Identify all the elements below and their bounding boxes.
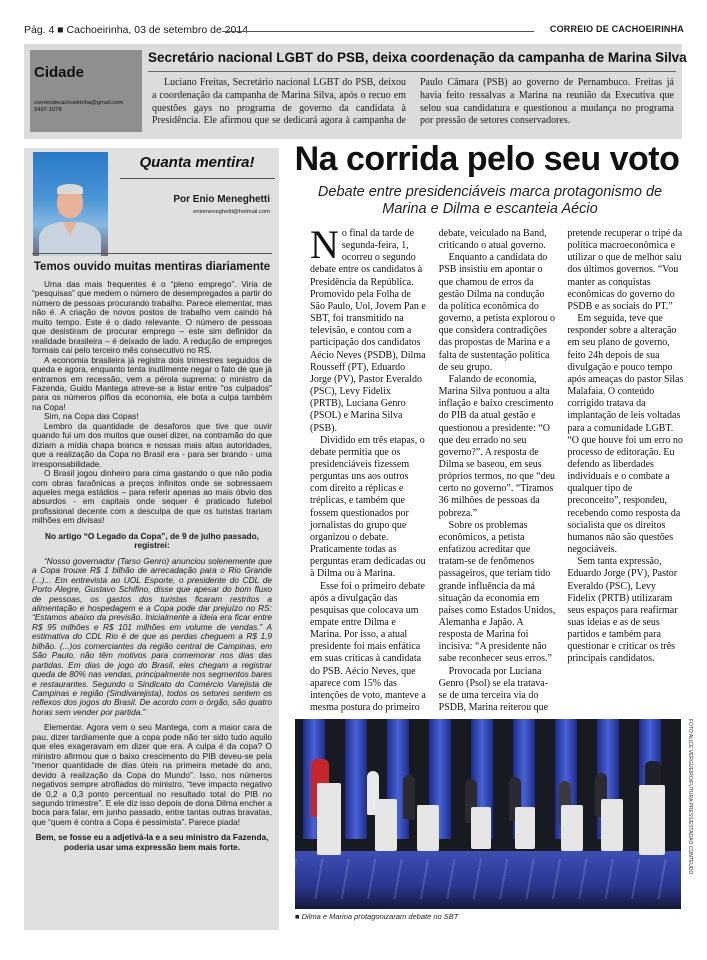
opinion-column <box>24 148 279 930</box>
column-paragraph: Elementar. Agora vem o seu Mantega, com a maior cara de pau, dizer tardiamente que a copa pode não ter sido tudo aquilo que eles exageravam em dizer que era. A culpa é da copa? O ministro afirmou que o baixo crescimento do PIB deveu-se pela “menor quantidade de dias úteis na primeira metade do ano, devido à realização da Copa do Mundo”. Isso, nos números negativos sempre atrofiados do ministro, “teve impacto negativo de 0,2 a 0,3 ponto percentual no resultado total do PIB no segundo trimestre”. E ele diz isso depois de dona Dilma encher a boca para falar, em junho passado, entre tantas outras bravatas, que “quem é contra a Copa é pessimista”. Parece piada! <box>32 722 272 827</box>
article-paragraph: Enquanto a candidata do PSB insistiu em apontar o que chamou de erros da gestão Dilma na condução da política econômica do governo, a petista explorou o que considera contradições das propostas de Marina e a falta de sustentação política de seu grupo. <box>438 252 556 373</box>
column-article-intro: No artigo “O Legado da Copa”, de 9 de julho passado, registrei: <box>45 530 259 551</box>
column-divider <box>32 253 272 254</box>
header-rule <box>222 31 534 32</box>
newspaper-name: CORREIO DE CACHOEIRINHA <box>549 24 684 34</box>
brief-headline: Secretário nacional LGBT do PSB, deixa coordenação da campanha de Marina Silva <box>148 50 687 65</box>
debate-photo <box>295 719 681 909</box>
main-headline: Na corrida pelo seu voto <box>294 140 680 178</box>
article-paragraph: Sobre os problemas econômicos, a petista enfatizou acreditar que tratam-se de fenômenos passageiros, que teriam tido grande influência da má situação da economia em países como Estados Unidos, Alemanha e Japão. A resposta de Marina foi incisiva: “A presidente não sabe reconhecer seus erros.” <box>438 519 556 665</box>
column-closing: Bem, se fosse eu a adjetivá-la e a seu ministro da Fazenda, poderia usar uma expressão bem mais forte. <box>35 832 269 852</box>
column-paragraph: O Brasil jogou dinheiro para cima gastando o que não podia com obras faraônicas a preços infinitos onde se sobressaem aqueles mega estádios – para referir apenas ao mais óbvio dos absurdos - em capitais onde sequer é praticado futebol profissional decente com a desculpa de que os turistas trariam milhões em divisas! <box>32 468 272 526</box>
section-phone: 3497-1078 <box>34 107 62 113</box>
column-title: Quanta mentira! <box>139 154 255 171</box>
article-paragraph: Provocada por Luciana Genro (Psol) se ela tratava-se de uma terceira via do PSDB, Marina reiterou que pretende recuperar o tripé da política macroeconômica e utilizar o que de melhor saiu dos últimos governos. “Vou manter as conquistas econômicas do governo do PSDB e as sociais do PT.” <box>438 228 683 714</box>
photo-caption: ■ Dilma e Marina protagonizaram debate no SBT <box>295 912 459 921</box>
article-paragraph: Em seguida, teve que responder sobre a alteração em seu plano de governo, feito 24h depois de sua divulgação e pouco tempo após ameaças do pastor Silas Malafaia. O conteúdo corrigido tratava da implantação de leis voltadas para a comunidade LGBT. “O que houve foi um erro no processo de editoração. Eu defendo as liberdades individuais e o combate a qualquer tipo de preconceito”, respondeu, recebendo como resposta da socialista que os direitos humanos não são questões negociáveis. <box>567 313 684 556</box>
section-email: correiodecachoeirinha@gmail.com <box>34 100 124 106</box>
brief-rule <box>148 71 676 72</box>
column-author-email: eniomeneghetti@hotmail.com <box>193 209 270 215</box>
page-info: Pág. 4 ■ Cachoeirinha, 03 de setembro de 2014 <box>24 24 249 36</box>
column-body <box>32 280 272 930</box>
section-label-box <box>30 50 142 132</box>
column-quote: “Nosso governador (Tarso Genro) anunciou solenemente que a Copa trouxe R$ 1 bilhão de arrecadação para o Rio Grande (...)... Em entrevista ao UOL Esporte, o presidente do CDL de Porto Alegre, Gustavo Schifino, disse que apesar do bom fluxo de pessoas, os gastos dos turistas ficaram restritos a alimentação e hospedagem e a Copa pode dar prejuízo no RS: “Estamos abaixo da previsão. Inicialmente a ideia era ficar entre R$ 95 milhões e R$ 101 milhões em volume de vendas.” A estimativa do CDL Rio é de que as perdas cheguem a R$ 1,9 bilhão. (...)os comerciantes da região central de Campinas, em São Paulo, não têm motivos para comemorar nos dias das partidas. Em dias de jogo do Brasil, eles chegam a registrar queda de 80% nas vendas, principalmente nos segmentos bares e restaurantes. Segundo o Sindicato do Comércio Varejista de Campinas e região (Sindivarejista), todos os setores sentem os reflexos dos jogos do Brasil. De acordo com o órgão, são quatro horas sem vender por partida.” <box>32 555 272 717</box>
main-article-body <box>310 222 684 718</box>
article-paragraph: Dividido em três etapas, o debate permitia que os presidenciáveis fizessem perguntas uns aos outros com direito a réplicas e tréplicas, e também que fossem questionados por jornalistas do grupo que organizou o debate. Praticamente todas as perguntas eram dedicadas ou à Dilma ou à Marina. <box>310 434 426 580</box>
author-photo <box>33 152 108 256</box>
main-subheadline: Debate entre presidenciáveis marca protagonismo de Marina e Dilma e escanteia Aécio <box>317 184 663 217</box>
article-paragraph: No final da tarde de segunda-feira, 1, ocorreu o segundo debate entre os candidatos à Presidência da República. Promovido pela Folha de São Paulo, Uol, Jovem Pan e SBT, foi transmitido na televisão, e contou com a participação dos candidatos Aécio Neves (PSDB), Dilma Rousseff (PT), Eduardo Jorge (PV), Pastor Everaldo (PSC), Levy Fidelix (PRTB), Luciana Genro (PSOL) e Marina Silva (PSB). <box>310 222 426 434</box>
column-subheadline: Temos ouvido muitas mentiras diariamente <box>33 261 271 273</box>
column-paragraph: Lembro da quantidade de desaforos que tive que ouvir quando fui um dos muitos que ousei dizer, na contramão do que diziam a mídia chapa branca e nossas mais altas autoridades, que a realização da Copa no Brasil era - para ser brando - uma irresponsabilidade. <box>32 420 272 469</box>
article-paragraph: Esse foi o primeiro debate após a divulgação das pesquisas que colocava um empate entre Dilma e Marina. Por isso, a atual presidente foi mais enfática em suas críticas à candidata do PSB. Aécio Neves, que aparece com 15% das intenções de voto, manteve a mesma postura do primeiro debate, veiculado na Band, criticando o atual governo. <box>310 228 547 714</box>
column-paragraph: Sim, na Copa das Copas! <box>44 411 139 422</box>
running-header <box>24 24 684 40</box>
column-author: Por Enio Meneghetti <box>173 194 270 205</box>
column-paragraph: Uma das mais frequentes é o “pleno emprego”. Viria de “pesquisas” que medem o número de desempregados a partir do número de pessoas procurando trabalho. Parece elementar, mas não é. A criação de novos postos de trabalho vem caindo há muito tempo. Este é o dado relevante. O número de pessoas que desistiram de procurar emprego – este sim definidor da realidade brasileira – é deixado de lado. A redução de empregos formais cai pelo terceiro mês consecutivo no RS. <box>32 280 272 356</box>
article-paragraph: Sem tanta expressão, Eduardo Jorge (PV), Pastor Everaldo (PSC), Levy Fidelix (PRTB) utilizaram seus espaços para reafirmar suas ideias e as de seus partidos e também para questionar e criticar os três principais candidatos. <box>567 556 678 665</box>
photo-credit: FOTO ALICE VERGUEIRO/FUTURA PRESS/ESTADÃO CONTEÚDO <box>687 719 693 875</box>
column-title-rule <box>120 178 275 179</box>
brief-body: Luciano Freitas, Secretário nacional LGBT do PSB, deixou a coordenação da campanha de Marina Silva, após o recuo em questões gays no programa de governo da candidata à Presidência. Ele afirmou que se dedicará agora à campanha de Paulo Câmara (PSB) ao governo de Pernambuco. Freitas já havia feito ressalvas a Marina na reunião da Executiva que selou sua candidatura e questionou a mudança no programa por pressão de setores conservadores. <box>152 77 674 127</box>
column-paragraph: A economia brasileira já registra dois trimestres seguidos de queda e agora, enquanto tenta inutilmente negar o fato de que já entramos em recessão, vem a pérola suprema: o ministro da Fazenda, Guido Mantega atreve-se a listar entre "os culpados" para os números pífios da economia, ele bota a culpa também na Copa! <box>32 354 272 412</box>
article-paragraph: Falando de economia, Marina Silva pontuou a alta inflação e baixo crescimento do PIB da atual gestão e questionou a presidente: “O que deu errado no seu governo?”. A resposta de Dilma se baseou, em seus próprios termos, no que “deu certo no governo”. “Tiramos 36 milhões de pessoas da pobreza.” <box>438 373 556 519</box>
section-label: Cidade <box>34 64 85 81</box>
cidade-news-band <box>24 44 687 139</box>
